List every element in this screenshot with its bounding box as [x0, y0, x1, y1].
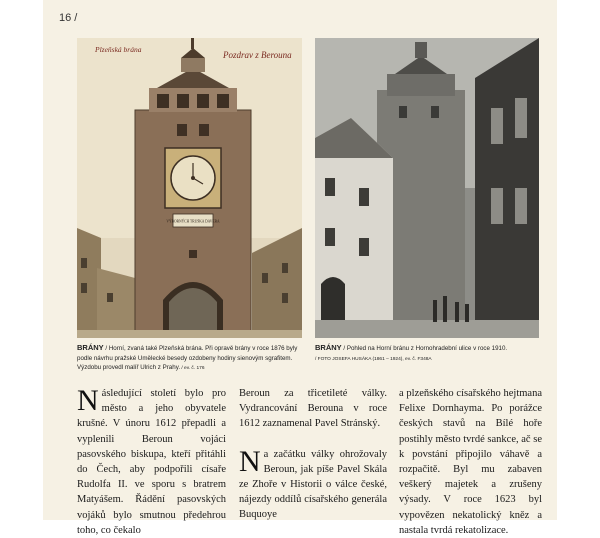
photo-street-1910 — [315, 38, 539, 338]
postcard-caption-left: Plzeňská brána — [95, 45, 142, 54]
plaque-text: VÝBORNÝCH TRUŠKA DAVERA — [166, 219, 220, 224]
caption-left-credit: / ev. č. 176 — [180, 366, 205, 371]
drop-cap: N — [239, 444, 261, 478]
caption-right-title: BRÁNY — [315, 343, 342, 352]
caption-left — [77, 343, 302, 374]
postcard-caption-right: Pozdrav z Berouna — [223, 50, 292, 60]
text-column-1 — [77, 386, 226, 538]
paragraph: a plzeňského císařského hejtmana Felixe Dornhayma. Po porážce českých stavů na Bílé hoře postihly město tvrdé sankce, ač se k povstání připojilo váhavě a rozpačitě. Byl mu zabaven veškerý majetek a zrušeny výsady. V roce 1623 byl vypovězen nekatolický kněz a nastala tvrdá rekatolizace. — [399, 388, 542, 536]
paragraph: Následující století bylo pro město a jeho obyvatele krušné. V únoru 1612 přepadli a vyplenili Beroun vojáci pasovského biskupa, kteří přitáhli do Čech, aby podpořili císaře Rudolfa II. ve sporu s bratrem Matyášem. Řádění pasovských vojáků bylo smutnou předehrou toho, co čekalo — [77, 384, 226, 536]
book-page — [43, 0, 557, 536]
drop-cap: N — [77, 384, 99, 417]
caption-left-title: BRÁNY — [77, 343, 104, 352]
caption-right-text: / Pohled na Horní bránu z Hornohradební ulice v roce 1910. — [341, 345, 508, 352]
postcard-image-plzen-gate — [77, 38, 302, 338]
page-number: 16 / — [59, 12, 78, 24]
text-column-3 — [399, 386, 542, 538]
caption-right-credit: / FOTO JOSEFA HUSÁKA (1861 – 1924), ev. č. F348A — [315, 356, 432, 362]
text-column-2 — [239, 386, 387, 523]
caption-left-text: / Horní, zvaná také Plzeňská brána. Při opravě brány v roce 1876 byly podle návrhu pražské Umělecké besedy ozdobeny hodiny sienovým sgrafitem. Výzdobu provedl malíř Ulrich z Prahy. — [77, 345, 298, 371]
caption-right — [315, 343, 540, 364]
paragraph: Beroun za třicetileté války. Vydrancování Berouna v roce 1612 zaznamenal Pavel Stránský. — [239, 388, 387, 430]
paragraph: Na začátku války ohrožovaly Beroun, jak píše Pavel Skála ze Zhoře v Historii o válce české, nájezdy oddílů císařského generála Buquoye — [239, 444, 387, 521]
